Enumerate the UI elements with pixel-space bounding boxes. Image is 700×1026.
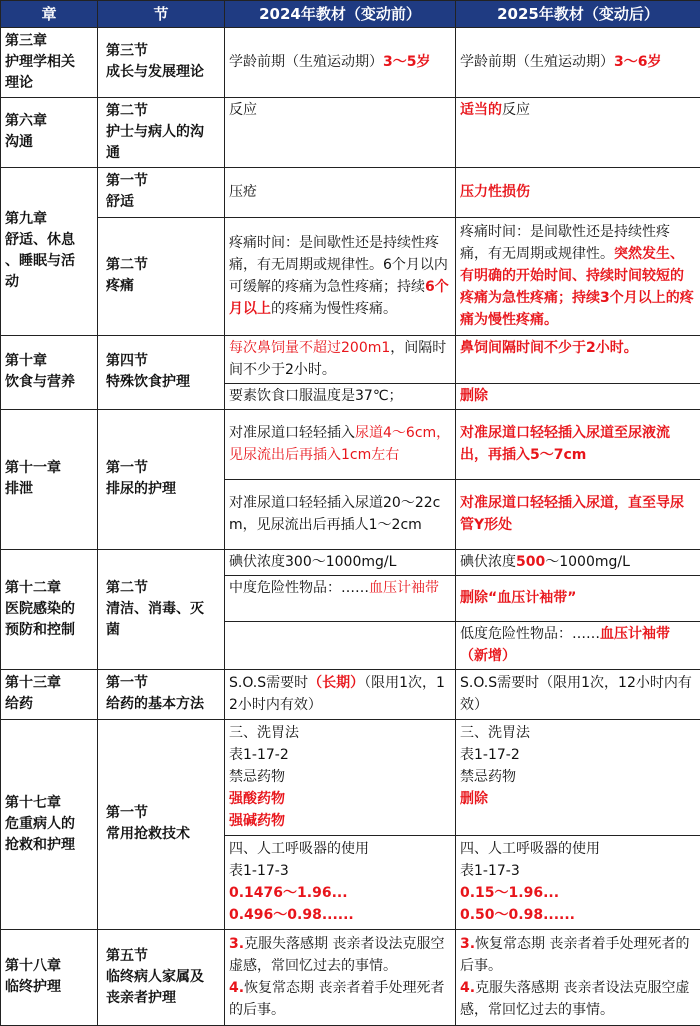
table-row [1,98,700,168]
header-section: 节 [98,1,225,28]
chapter-cell: 第三章 护理学相关 理论 [1,28,98,98]
new-content-cell: 四、人工呼吸器的使用 表1-17-3 0.15～1.96... 0.50～0.98...... [456,836,700,930]
old-content-cell: S.O.S需要时（长期）（限用1次，12小时内有效） [225,670,456,720]
old-content-cell: 压疮 [225,168,456,218]
chapter-cell: 第六章 沟通 [1,98,98,168]
new-content-cell: 学龄前期（生殖运动期）3～6岁 [456,28,700,98]
old-content-cell: 中度危险性物品：……血压计袖带 [225,576,456,622]
chapter-cell: 第十三章 给药 [1,670,98,720]
table-row [1,670,700,720]
section-cell: 第三节 成长与发展理论 [98,28,225,98]
section-cell: 第一节 常用抢救技术 [98,720,225,930]
header-chapter: 章 [1,1,98,28]
new-content-cell: 对准尿道口轻轻插入尿道，直至导尿管Y形处 [456,480,700,550]
chapter-cell: 第十七章 危重病人的 抢救和护理 [1,720,98,930]
chapter-cell: 第九章 舒适、休息 、睡眠与活 动 [1,168,98,336]
section-cell: 第一节 给药的基本方法 [98,670,225,720]
table-row [1,218,700,336]
section-cell: 第一节 排尿的护理 [98,410,225,550]
section-cell: 第五节 临终病人家属及 丧亲者护理 [98,930,225,1026]
new-content-cell: S.O.S需要时（限用1次，12小时内有效） [456,670,700,720]
chapter-cell: 第十章 饮食与营养 [1,336,98,410]
section-cell: 第一节 舒适 [98,168,225,218]
old-content-cell: 三、洗胃法 表1-17-2 禁忌药物 强酸药物 强碱药物 [225,720,456,836]
old-content-cell: 反应 [225,98,456,168]
table-row [1,550,700,576]
new-content-cell: 鼻饲间隔时间不少于2小时。 [456,336,700,384]
section-cell: 第二节 护士与病人的沟 通 [98,98,225,168]
chapter-cell: 第十二章 医院感染的 预防和控制 [1,550,98,670]
table-header-row [1,1,700,28]
new-content-cell: 低度危险性物品：……血压计袖带（新增） [456,622,700,670]
chapter-cell: 第十八章 临终护理 [1,930,98,1026]
old-content-cell: 碘伏浓度300～1000mg/L [225,550,456,576]
header-2025: 2025年教材（变动后） [456,1,700,28]
chapter-cell: 第十一章 排泄 [1,410,98,550]
table-row [1,930,700,1026]
new-content-cell: 对准尿道口轻轻插入尿道至尿液流出，再插入5～7cm [456,410,700,480]
new-content-cell: 碘伏浓度500～1000mg/L [456,550,700,576]
table-row [1,336,700,384]
new-content-cell: 3.恢复常态期 丧亲者着手处理死者的后事。 4.克服失落感期 丧亲者设法克服空虚感，常回忆过去的事情。 [456,930,700,1026]
new-content-cell: 删除“血压计袖带” [456,576,700,622]
table-row [1,410,700,480]
new-content-cell: 压力性损伤 [456,168,700,218]
old-content-cell: 3.克服失落感期 丧亲者设法克服空虚感，常回忆过去的事情。 4.恢复常态期 丧亲者着手处理死者的后事。 [225,930,456,1026]
old-content-cell: 学龄前期（生殖运动期）3～5岁 [225,28,456,98]
old-content-cell: 四、人工呼吸器的使用 表1-17-3 0.1476～1.96... 0.496～0.98...... [225,836,456,930]
new-content-cell: 适当的反应 [456,98,700,168]
header-2024: 2024年教材（变动前） [225,1,456,28]
section-cell: 第二节 清洁、消毒、灭 菌 [98,550,225,670]
new-content-cell: 删除 [456,384,700,410]
table-row [1,28,700,98]
old-content-cell: 每次鼻饲量不超过200m1，间隔时间不少于2小时。 [225,336,456,384]
new-content-cell: 疼痛时间：是间歇性还是持续性疼痛，有无周期或规律性。突然发生、有明确的开始时间、持续时间较短的疼痛为急性疼痛；持续3个月以上的疼痛为慢性疼痛。 [456,218,700,336]
section-cell: 第二节 疼痛 [98,218,225,336]
table-row [1,720,700,836]
old-content-cell: 疼痛时间：是间歇性还是持续性疼痛，有无周期或规律性。6个月以内可缓解的疼痛为急性疼痛；持续6个月以上的疼痛为慢性疼痛。 [225,218,456,336]
old-content-cell-empty [225,622,456,670]
new-content-cell: 三、洗胃法 表1-17-2 禁忌药物 删除 [456,720,700,836]
old-content-cell: 对准尿道口轻轻插入尿道20～22cm，见尿流出后再插人1～2cm [225,480,456,550]
section-cell: 第四节 特殊饮食护理 [98,336,225,410]
old-content-cell: 要素饮食口服温度是37℃； [225,384,456,410]
old-content-cell: 对准尿道口轻轻插入尿道4～6cm，见尿流出后再插入1cm左右 [225,410,456,480]
table-row [1,168,700,218]
